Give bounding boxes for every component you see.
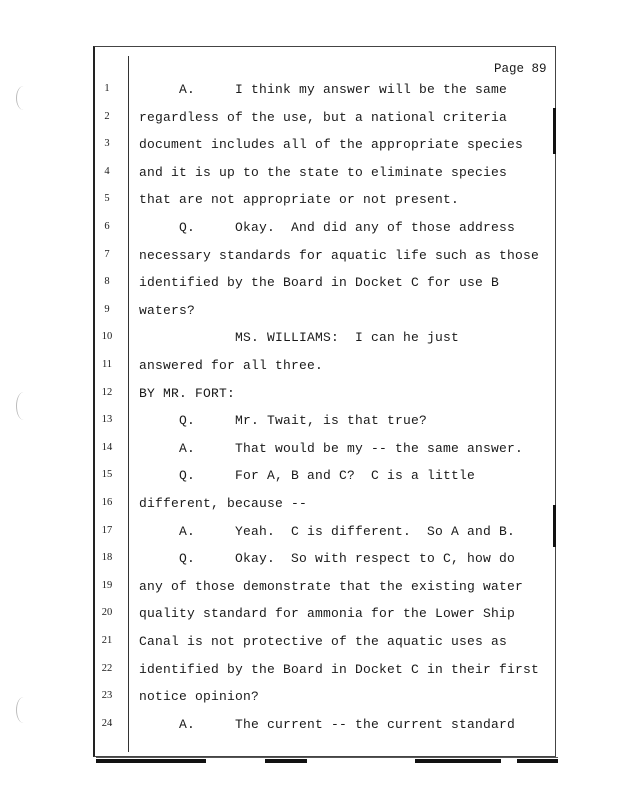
line-number: 6 <box>104 221 110 232</box>
line-number: 2 <box>104 110 110 122</box>
bottom-bar <box>265 759 307 763</box>
transcript-line: answered for all three. <box>139 358 324 373</box>
line-number: 12 <box>101 386 113 398</box>
transcript-line: Q. Mr. Twait, is that true? <box>139 413 428 429</box>
line-number: 24 <box>101 717 113 729</box>
transcript-line: Canal is not protective of the aquatic uses as <box>139 634 508 649</box>
transcript-line: quality standard for ammonia for the Lower Ship <box>139 606 516 622</box>
right-margin-mark <box>553 505 556 547</box>
transcript-line: A. That would be my -- the same answer. <box>139 440 524 456</box>
line-number: 20 <box>101 607 113 619</box>
line-number: 1 <box>104 83 110 94</box>
line-number: 5 <box>104 193 110 205</box>
transcript-line: and it is up to the state to eliminate species <box>139 164 508 180</box>
line-number: 16 <box>101 497 113 508</box>
bottom-rule <box>96 757 558 758</box>
transcript-line: Q. Okay. And did any of those address <box>139 220 516 235</box>
transcript-line: different, because -- <box>139 496 308 511</box>
line-number: 17 <box>101 524 113 536</box>
line-number: 11 <box>101 359 113 370</box>
transcript-line: any of those demonstrate that the existing water <box>139 578 524 594</box>
transcript-line: that are not appropriate or not present. <box>139 192 460 208</box>
transcript-line: Q. For A, B and C? C is a little <box>139 468 476 484</box>
bottom-bar <box>415 759 501 763</box>
transcript-line: notice opinion? <box>139 689 260 705</box>
transcript-line: regardless of the use, but a national criteria <box>139 109 508 125</box>
line-number: 3 <box>104 138 110 150</box>
transcript-line: A. The current -- the current standard <box>139 716 516 732</box>
page-frame <box>93 46 556 757</box>
transcript-line: identified by the Board in Docket C in their first <box>139 661 540 677</box>
line-number: 15 <box>101 469 113 481</box>
transcript-line: necessary standards for aquatic life such as those <box>139 247 540 263</box>
line-number: 8 <box>104 276 110 288</box>
line-number: 22 <box>101 662 113 674</box>
line-number: 10 <box>101 331 113 343</box>
transcript-line: identified by the Board in Docket C for use B <box>139 275 500 291</box>
line-number: 4 <box>104 165 110 177</box>
line-number: 23 <box>101 690 113 702</box>
line-number: 7 <box>104 248 110 260</box>
transcript-line: MS. WILLIAMS: I can he just <box>139 330 460 346</box>
bottom-bar <box>517 759 558 763</box>
transcript-line: Q. Okay. So with respect to C, how do <box>139 551 516 567</box>
margin-rule <box>128 56 129 752</box>
right-margin-mark <box>553 108 556 154</box>
line-number: 13 <box>101 414 113 426</box>
bottom-bar <box>96 759 206 763</box>
transcript-line: document includes all of the appropriate species <box>139 137 524 153</box>
line-number: 21 <box>101 635 113 646</box>
transcript-line: A. I think my answer will be the same <box>139 82 508 97</box>
punch-hole <box>16 697 31 723</box>
line-number: 18 <box>101 552 113 564</box>
page-number: Page 89 <box>494 62 547 76</box>
line-number: 14 <box>101 441 113 453</box>
transcript-line: BY MR. FORT: <box>139 385 236 401</box>
punch-hole <box>16 86 31 110</box>
transcript-line: A. Yeah. C is different. So A and B. <box>139 523 516 539</box>
transcript-line: waters? <box>139 302 196 318</box>
line-number: 9 <box>104 303 110 315</box>
punch-hole <box>16 392 31 420</box>
line-number: 19 <box>101 579 113 591</box>
